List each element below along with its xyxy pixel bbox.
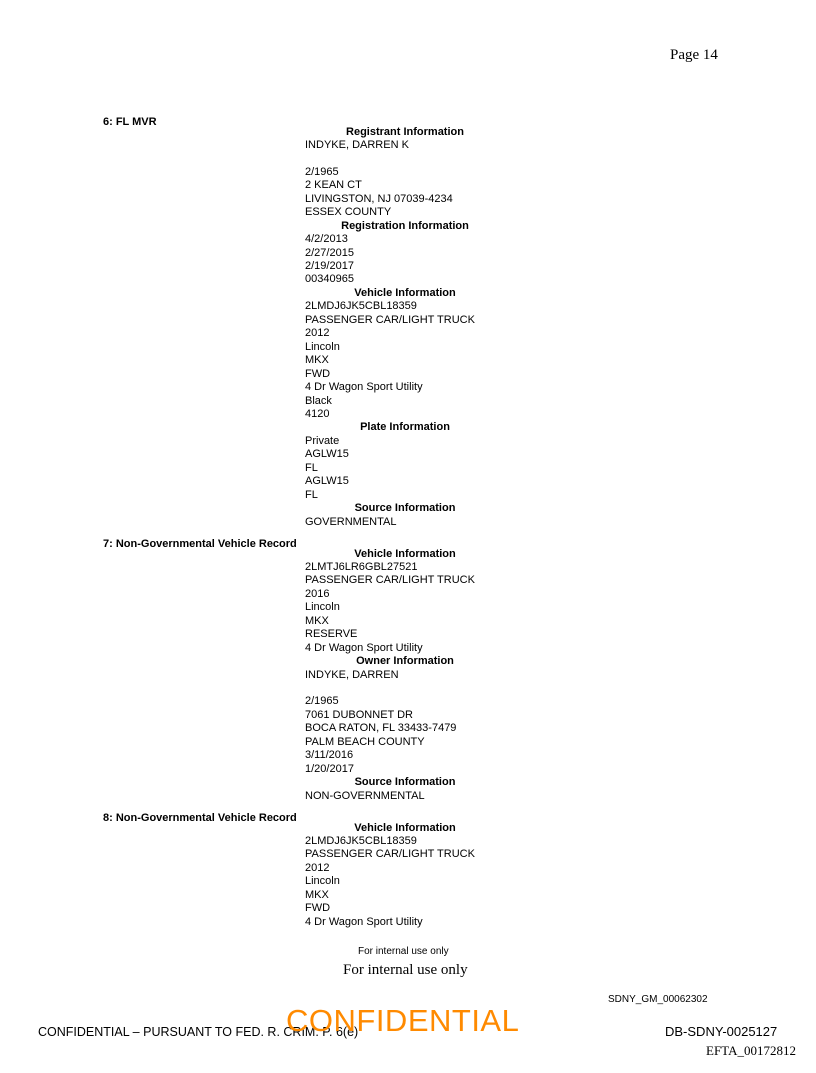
- field-value: Lincoln: [305, 601, 340, 614]
- field-value: MKX: [305, 614, 329, 627]
- internal-use-note: For internal use only: [343, 962, 468, 978]
- field-value: Lincoln: [305, 875, 340, 888]
- field-value: 2012: [305, 327, 330, 340]
- field-value: PALM BEACH COUNTY: [305, 735, 425, 748]
- field-value: 7061 DUBONNET DR: [305, 708, 413, 721]
- field-value: FL: [305, 461, 318, 474]
- field-value: ESSEX COUNTY: [305, 206, 392, 219]
- field-value: LIVINGSTON, NJ 07039-4234: [305, 192, 453, 205]
- field-value: INDYKE, DARREN K: [305, 138, 409, 151]
- field-value: FWD: [305, 367, 331, 380]
- confidential-notice: CONFIDENTIAL – PURSUANT TO FED. R. CRIM. P. 6(e): [38, 1025, 359, 1039]
- field-value: 3/11/2016: [305, 749, 354, 762]
- section-title: 7: Non-Governmental Vehicle Record: [103, 538, 297, 550]
- field-value: Black: [305, 394, 332, 407]
- field-value: INDYKE, DARREN: [305, 668, 399, 681]
- field-value: MKX: [305, 354, 329, 367]
- field-value: 4 Dr Wagon Sport Utility: [305, 641, 423, 654]
- field-value: 2/1965: [305, 695, 339, 708]
- efta-number: EFTA_00172812: [706, 1043, 796, 1058]
- field-value: 00340965: [305, 273, 354, 286]
- field-value: 1/20/2017: [305, 762, 354, 775]
- field-value: Private: [305, 434, 340, 447]
- field-value: AGLW15: [305, 475, 349, 488]
- internal-use-note-small: For internal use only: [358, 946, 449, 957]
- field-value: 2/1965: [305, 165, 339, 178]
- field-value: 4 Dr Wagon Sport Utility: [305, 381, 423, 394]
- bates-number-top: SDNY_GM_00062302: [608, 994, 708, 1005]
- field-value: 2/19/2017: [305, 260, 354, 272]
- field-value: Lincoln: [305, 340, 340, 353]
- block-heading: Owner Information: [356, 655, 454, 668]
- field-value: MKX: [305, 888, 329, 901]
- field-value: NON-GOVERNMENTAL: [305, 789, 425, 802]
- field-value: 2LMDJ6JK5CBL18359: [305, 300, 417, 313]
- field-value: 2/27/2015: [305, 246, 354, 259]
- field-value: 2LMDJ6JK5CBL18359: [305, 835, 417, 847]
- field-value: 2016: [305, 587, 330, 600]
- field-value: 4/2/2013: [305, 233, 348, 246]
- field-value: FWD: [305, 902, 331, 915]
- section-title: 8: Non-Governmental Vehicle Record: [103, 812, 297, 825]
- block-heading: Registration Information: [341, 219, 469, 232]
- block-heading: Registrant Information: [346, 125, 464, 138]
- field-value: BOCA RATON, FL 33433-7479: [305, 722, 457, 735]
- block-heading: Plate Information: [360, 421, 450, 434]
- field-value: GOVERNMENTAL: [305, 515, 397, 528]
- field-value: AGLW15: [305, 448, 349, 461]
- field-value: PASSENGER CAR/LIGHT TRUCK: [305, 574, 475, 587]
- field-value: 2 KEAN CT: [305, 179, 362, 192]
- field-value: FL: [305, 488, 318, 501]
- field-value: 4120: [305, 407, 330, 420]
- block-heading: Source Information: [354, 776, 456, 789]
- page-number: Page 14: [670, 47, 718, 63]
- block-heading: Vehicle Information: [354, 286, 456, 299]
- field-value: PASSENGER CAR/LIGHT TRUCK: [305, 313, 475, 326]
- confidential-stamp: CONFIDENTIAL: [286, 1003, 520, 1038]
- bates-number-right: DB-SDNY-0025127: [665, 1024, 778, 1039]
- section-title: 6: FL MVR: [103, 116, 157, 128]
- field-value: RESERVE: [305, 628, 358, 641]
- field-value: 2012: [305, 861, 330, 874]
- field-value: 4 Dr Wagon Sport Utility: [305, 915, 423, 928]
- block-heading: Vehicle Information: [354, 821, 456, 834]
- field-value: PASSENGER CAR/LIGHT TRUCK: [305, 848, 475, 861]
- field-value: 2LMTJ6LR6GBL27521: [305, 560, 418, 573]
- block-heading: Source Information: [354, 502, 456, 515]
- block-heading: Vehicle Information: [354, 547, 456, 560]
